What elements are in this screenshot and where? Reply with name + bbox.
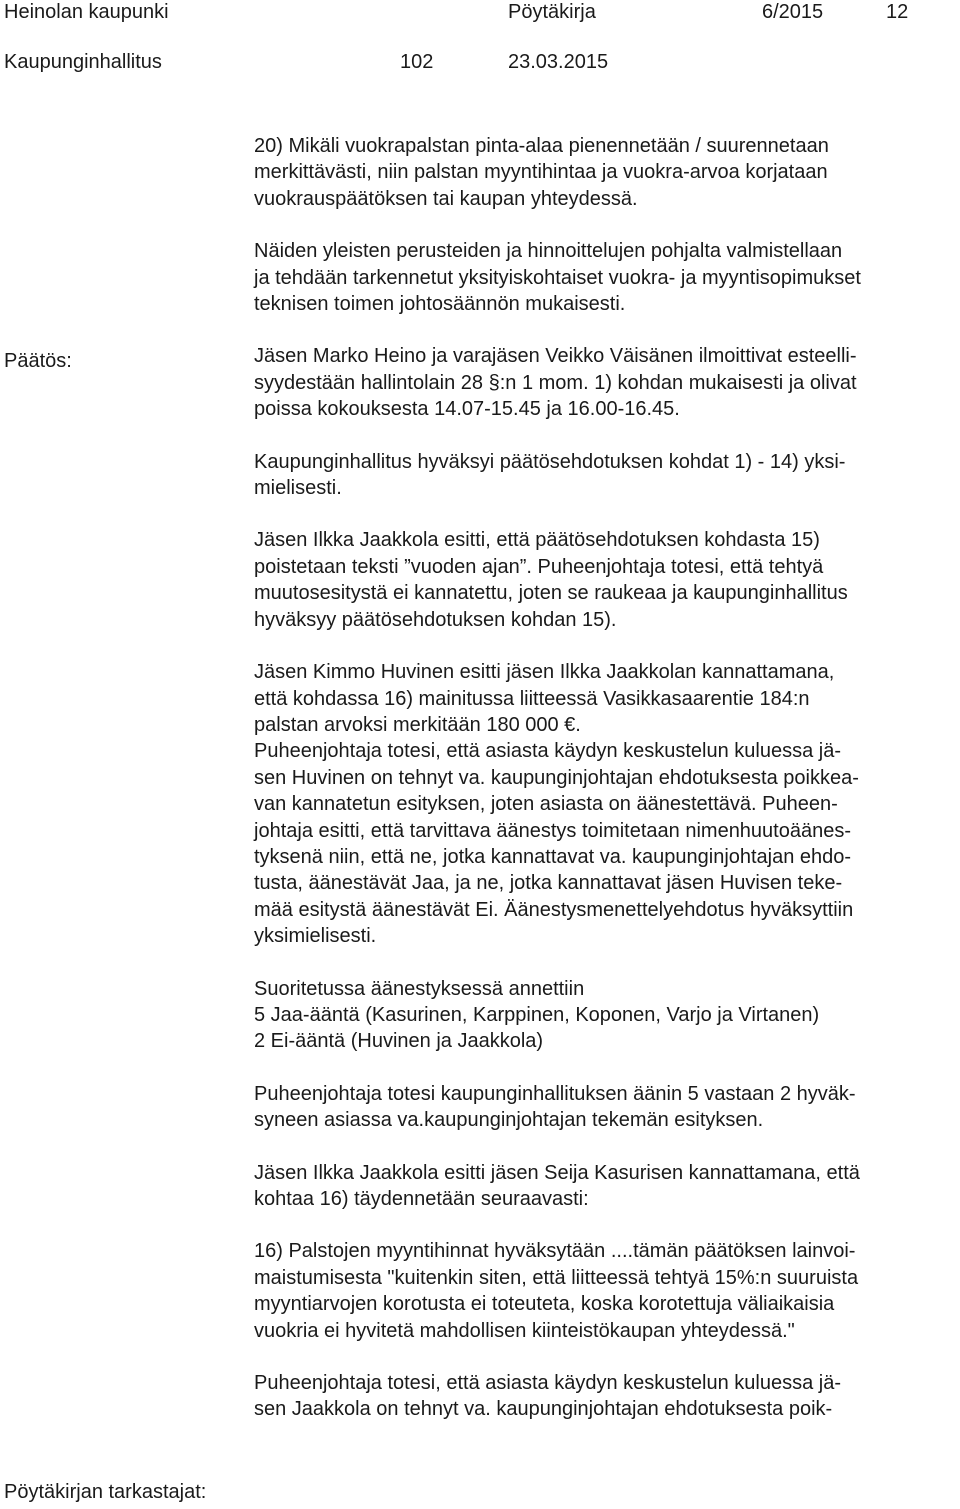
text-line: tusta, äänestävät Jaa, ja ne, jotka kannattavat jäsen Huvisen teke-	[254, 872, 843, 895]
text-line: 16) Palstojen myyntihinnat hyväksytään ....tämän päätöksen lainvoi-	[254, 1240, 856, 1263]
text-line: teknisen toimen johtosäännön mukaisesti.	[254, 293, 626, 316]
text-line: Näiden yleisten perusteiden ja hinnoittelujen pohjalta valmistellaan	[254, 240, 843, 263]
text-line: poistetaan teksti ”vuoden ajan”. Puheenjohtaja totesi, että tehtyä	[254, 555, 824, 578]
text-line: Jäsen Ilkka Jaakkola esitti, että päätösehdotuksen kohdasta 15)	[254, 529, 820, 552]
text-line: van kannatetun esityksen, joten asiasta on äänestettävä. Puheen-	[254, 793, 838, 816]
text-line: tyksenä niin, että ne, jotka kannattavat va. kaupunginjohtajan ehdo-	[254, 845, 852, 868]
text-line: yksimielisesti.	[254, 925, 377, 948]
org-name: Heinolan kaupunki	[4, 1, 169, 23]
paragraph	[254, 238, 954, 317]
paragraph	[254, 976, 954, 1055]
minutes-body	[254, 133, 954, 1449]
text-line: Puheenjohtaja totesi, että asiasta käydyn keskustelun kuluessa jä-	[254, 1372, 842, 1395]
text-line: sen Jaakkola on tehnyt va. kaupunginjohtajan ehdotuksesta poik-	[254, 1398, 833, 1421]
paragraph	[254, 343, 954, 422]
text-line: palstan arvoksi merkitään 180 000 €.	[254, 713, 581, 736]
text-line: poissa kokouksesta 14.07-15.45 ja 16.00-16.45.	[254, 398, 680, 421]
text-line: Kaupunginhallitus hyväksyi päätösehdotuksen kohdat 1) - 14) yksi-	[254, 450, 846, 473]
decision-label: Päätös:	[4, 350, 72, 372]
paragraph	[254, 449, 954, 502]
text-line: vuokrauspäätöksen tai kaupan yhteydessä.	[254, 187, 638, 210]
body-name: Kaupunginhallitus	[4, 51, 162, 73]
text-line: mää esitystä äänestävät Ei. Äänestysmenettelyehdotus hyväksyttiin	[254, 898, 854, 921]
paragraph	[254, 1238, 954, 1344]
text-line: Jäsen Marko Heino ja varajäsen Veikko Väisänen ilmoittivat esteelli-	[254, 345, 857, 368]
text-line: syydestään hallintolain 28 §:n 1 mom. 1) kohdan mukaisesti ja olivat	[254, 371, 857, 394]
text-line: johtaja esitti, että tarvittava äänestys toimitetaan nimenhuutoäänes-	[254, 819, 852, 842]
text-line: muutosesitystä ei kannatettu, joten se raukeaa ja kaupunginhallitus	[254, 582, 848, 605]
paragraph	[254, 1370, 954, 1423]
text-line: merkittävästi, niin palstan myyntihintaa ja vuokra-arvoa korjataan	[254, 161, 828, 184]
text-line: Suoritetussa äänestyksessä annettiin	[254, 977, 585, 1000]
text-line: hyväksyy päätösehdotuksen kohdan 15).	[254, 608, 617, 631]
text-line: myyntiarvojen korotusta ei toteuteta, koska korotettuja väliaikaisia	[254, 1293, 835, 1316]
text-line: sen Huvinen on tehnyt va. kaupunginjohtajan ehdotuksesta poikkea-	[254, 766, 859, 789]
text-line: maistumisesta "kuitenkin siten, että liitteessä tehtyä 15%:n suuruista	[254, 1266, 859, 1289]
text-line: Puheenjohtaja totesi kaupunginhallituksen äänin 5 vastaan 2 hyväk-	[254, 1082, 856, 1105]
text-line: että kohdassa 16) mainitussa liitteessä Vasikkasaarentie 184:n	[254, 687, 810, 710]
text-line: Jäsen Ilkka Jaakkola esitti jäsen Seija Kasurisen kannattamana, että	[254, 1161, 860, 1184]
paragraph	[254, 1081, 954, 1134]
text-line: vuokria ei hyvitetä mahdollisen kiinteistökaupan yhteydessä."	[254, 1319, 795, 1342]
paragraph	[254, 527, 954, 633]
text-line: 20) Mikäli vuokrapalstan pinta-alaa pienennetään / suurennetaan	[254, 135, 829, 157]
text-line: Puheenjohtaja totesi, että asiasta käydyn keskustelun kuluessa jä-	[254, 740, 842, 763]
meeting-date: 23.03.2015	[508, 51, 609, 73]
text-line: ja tehdään tarkennetut yksityiskohtaiset vuokra- ja myyntisopimukset	[254, 266, 861, 289]
footer-label: Pöytäkirjan tarkastajat:	[4, 1481, 207, 1503]
paragraph	[254, 133, 954, 212]
text-line: 5 Jaa-ääntä (Kasurinen, Karppinen, Koponen, Varjo ja Virtanen)	[254, 1003, 820, 1026]
doc-type: Pöytäkirja	[508, 1, 596, 23]
page-number: 12	[886, 1, 909, 23]
text-line: Jäsen Kimmo Huvinen esitti jäsen Ilkka Jaakkolan kannattamana,	[254, 661, 835, 684]
text-line: mielisesti.	[254, 477, 342, 500]
text-line: 2 Ei-ääntä (Huvinen ja Jaakkola)	[254, 1030, 544, 1053]
text-line: syneen asiassa va.kaupunginjohtajan tekemän esityksen.	[254, 1109, 764, 1132]
paragraph	[254, 659, 954, 949]
paragraph	[254, 1160, 954, 1213]
section-number: 102	[400, 51, 434, 73]
doc-number: 6/2015	[762, 1, 824, 23]
text-line: kohtaa 16) täydennetään seuraavasti:	[254, 1188, 589, 1210]
